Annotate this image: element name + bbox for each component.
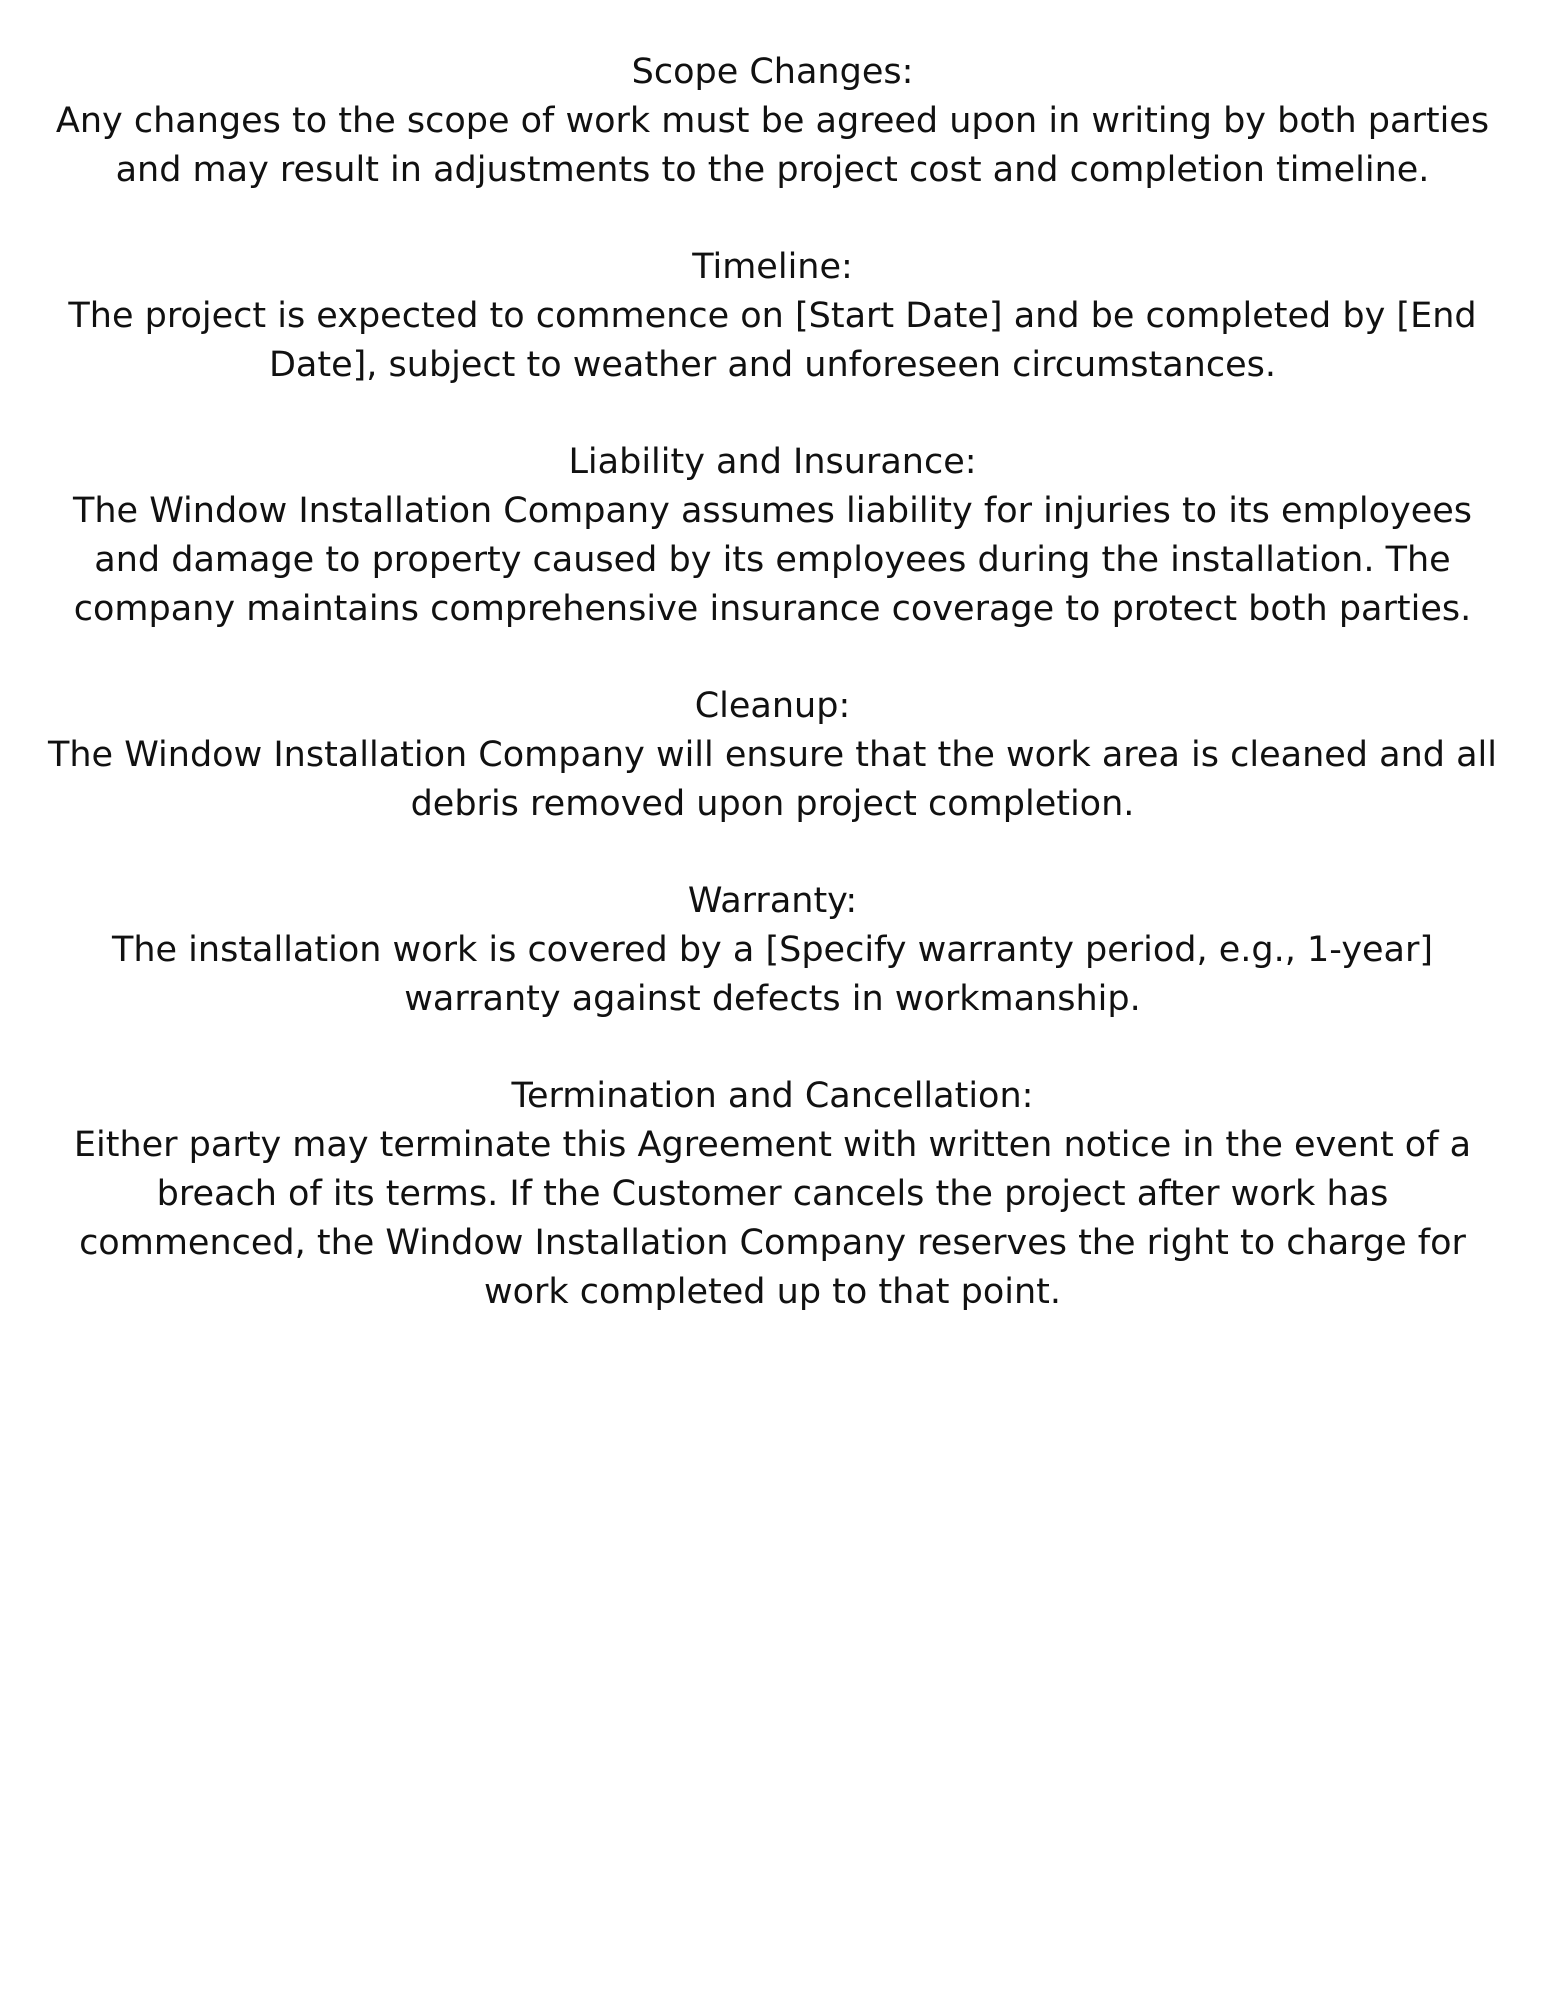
cleanup-heading: Cleanup: (694, 686, 851, 726)
cleanup-section (40, 682, 1505, 829)
timeline-section (40, 243, 1505, 390)
warranty-heading: Warranty: (687, 881, 858, 921)
scope-changes-text: Any changes to the scope of work must be agreed upon in writing by both parties and may result in adjustments to the project cost and completion timeline. (55, 101, 1490, 190)
cleanup-text: The Window Installation Company will ensure that the work area is cleaned and all debris removed upon project completion. (47, 735, 1497, 824)
termination-cancellation-section (40, 1072, 1505, 1317)
warranty-text: The installation work is covered by a [Specify warranty period, e.g., 1-year] warranty against defects in workmanship. (111, 930, 1434, 1019)
warranty-section (40, 877, 1505, 1024)
liability-insurance-text: The Window Installation Company assumes liability for injuries to its employees and damage to property caused by its employees during the installation. The company maintains comprehensive insurance coverage to protect both parties. (72, 491, 1473, 629)
scope-changes-heading: Scope Changes: (631, 52, 914, 92)
timeline-heading: Timeline: (692, 247, 853, 287)
liability-insurance-section (40, 438, 1505, 634)
timeline-text: The project is expected to commence on [Start Date] and be completed by [End Date], subject to weather and unforeseen circumstances. (68, 296, 1477, 385)
termination-cancellation-heading: Termination and Cancellation: (511, 1076, 1034, 1116)
liability-insurance-heading: Liability and Insurance: (568, 442, 977, 482)
scope-changes-section (40, 48, 1505, 195)
termination-cancellation-text: Either party may terminate this Agreement with written notice in the event of a breach of its terms. If the Customer cancels the project after work has commenced, the Window Installation Company reserves the right to charge for work completed up to that point. (73, 1125, 1472, 1312)
